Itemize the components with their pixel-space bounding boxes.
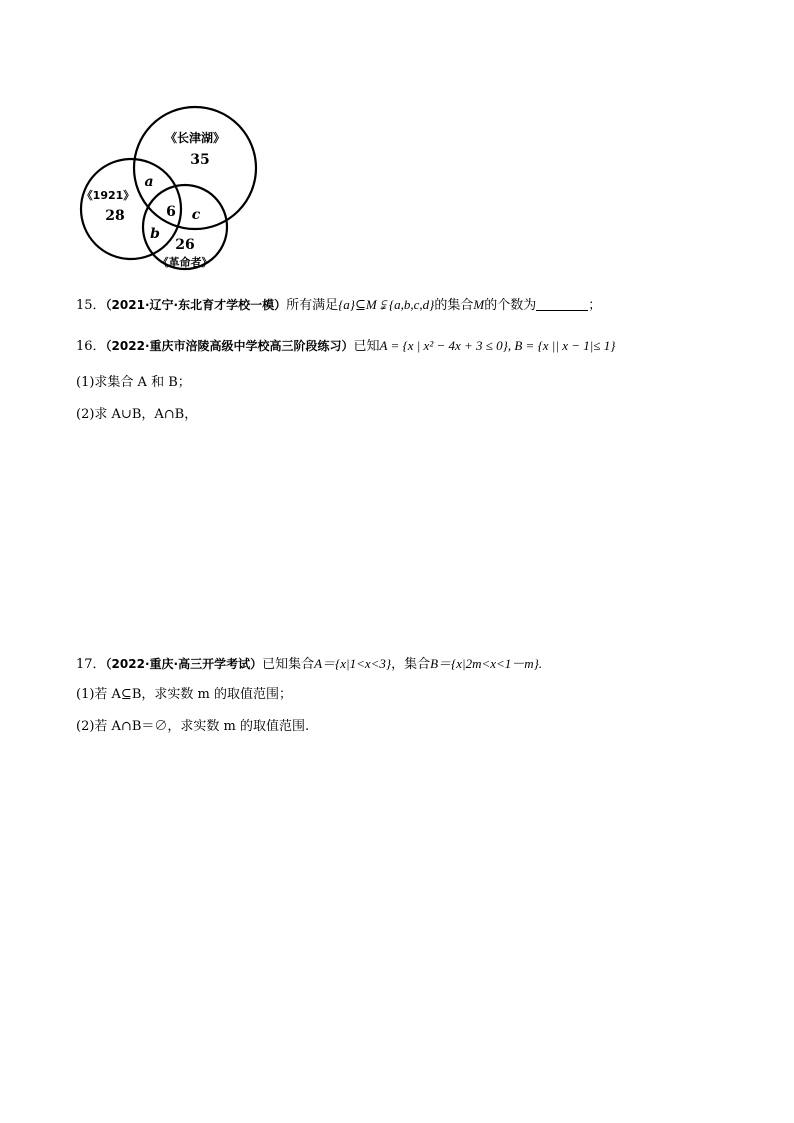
q15-tail: ；	[588, 298, 602, 313]
q17-part1: (1)若 A⊆B，求实数 m 的取值范围；	[76, 687, 292, 702]
q15-source: （2021·辽宁·东北育才学校一模）	[105, 298, 287, 312]
question-16	[76, 337, 615, 356]
q16-number: 16．	[76, 339, 106, 354]
q17-math2: B＝{x|2m<x<1－m}.	[430, 656, 543, 671]
label-changjinhu: 《长津湖》	[164, 131, 226, 145]
q17-text1: 已知集合	[262, 657, 315, 672]
q15-math1: {a}⊆M ⫋ {a,b,c,d}	[338, 297, 435, 312]
venn-diagram	[75, 96, 265, 276]
q17-part2: (2)若 A∩B＝∅，求实数 m 的取值范围.	[76, 719, 310, 734]
question-17	[76, 655, 542, 674]
q15-number: 15．	[76, 298, 106, 313]
q17-math1: A＝{x|1<x<3}	[314, 656, 392, 671]
label-gemingzhe: 《革命者》	[157, 256, 213, 269]
region-b: b	[150, 226, 160, 242]
q16-part1: (1)求集合 A 和 B；	[76, 375, 191, 390]
q16-part2: (2)求 A∪B，A∩B，	[76, 407, 198, 422]
q16-source: （2022·重庆市涪陵高级中学校高三阶段练习）	[105, 339, 354, 353]
q16-math1: A = {x | x² − 4x + 3 ≤ 0}, B = {x || x − 1|≤ 1}	[379, 338, 616, 353]
value-gemingzhe: 26	[175, 237, 195, 253]
value-1921: 28	[105, 208, 125, 224]
label-1921: 《1921》	[81, 189, 135, 202]
q16-text1: 已知	[353, 339, 380, 354]
question-15	[76, 296, 601, 315]
q15-text3: 的个数为	[484, 298, 537, 313]
q15-math2: M	[473, 297, 485, 312]
region-c: c	[191, 207, 201, 223]
q17-source: （2022·重庆·高三开学考试）	[105, 657, 263, 671]
venn-svg	[75, 96, 265, 276]
region-center: 6	[166, 204, 176, 220]
value-changjinhu: 35	[190, 152, 210, 168]
q15-answer-blank[interactable]	[536, 298, 588, 311]
q17-number: 17．	[76, 657, 106, 672]
region-a: a	[144, 174, 154, 190]
q15-text1: 所有满足	[286, 298, 339, 313]
q15-text2: 的集合	[434, 298, 474, 313]
q17-text2: ，集合	[391, 657, 431, 672]
